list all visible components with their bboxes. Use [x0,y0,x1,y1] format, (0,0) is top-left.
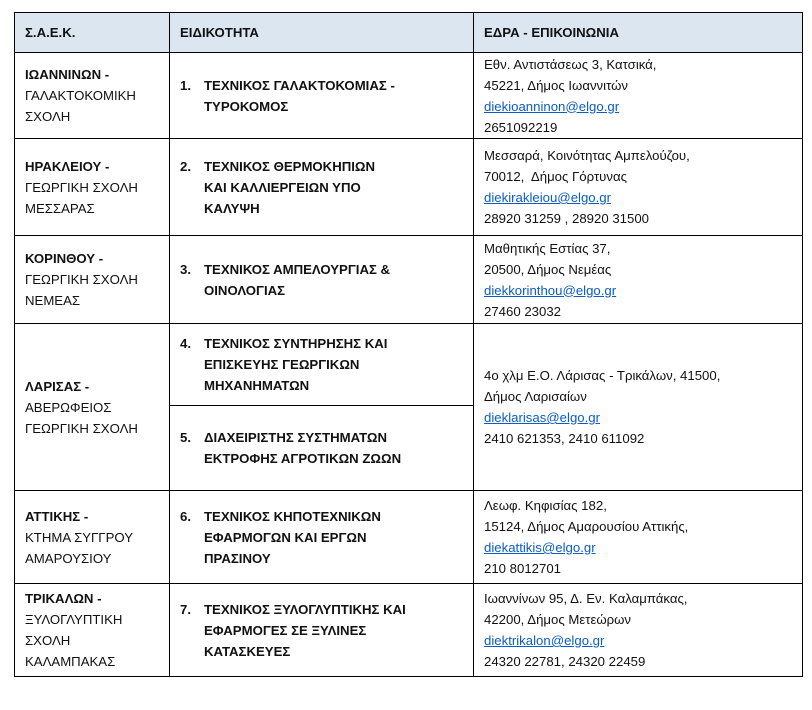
sek-cell [15,584,170,677]
address-line: Λεωφ. Κηφισίας 182, [484,498,607,513]
specialty-line: ΤΕΧΝΙΚΟΣ ΣΥΝΤΗΡΗΣΗΣ ΚΑΙ [204,336,388,351]
address-line: Εθν. Αντιστάσεως 3, Κατσικά, [484,56,657,72]
phone: 210 8012701 [484,561,562,576]
specialty-number: 7. [180,601,191,617]
specialty-line: ΟΙΝΟΛΟΓΙΑΣ [204,282,286,298]
phone: 27460 23032 [484,303,562,319]
sek-cell [15,324,170,491]
specialty-line: ΤΕΧΝΙΚΟΣ ΑΜΠΕΛΟΥΡΓΙΑΣ & [204,261,391,277]
specialty-cell [170,406,474,491]
specialty-line: ΜΗΧΑΝΗΜΑΤΩΝ [204,378,310,393]
table-row [15,53,803,139]
specialty-item [180,333,467,396]
address-line: 20500, Δήμος Νεμέας [484,261,612,277]
sek-cell [15,139,170,236]
sek-cell [15,53,170,139]
email-link[interactable]: diekattikis@elgo.gr [484,540,596,555]
address-line: 15124, Δήμος Αμαρουσίου Αττικής, [484,519,689,534]
sek-school-line: ΚΑΛΑΜΠΑΚΑΣ [25,654,116,669]
sek-name: ΛΑΡΙΣΑΣ - [25,378,90,394]
specialty-line: ΔΙΑΧΕΙΡΙΣΤΗΣ ΣΥΣΤΗΜΑΤΩΝ [204,430,387,445]
specialty-line: ΕΦΑΡΜΟΓΕΣ ΣΕ ΞΥΛΙΝΕΣ [204,622,367,638]
specialty-number: 2. [180,158,191,174]
specialty-line: ΠΡΑΣΙΝΟΥ [204,550,271,566]
sek-school-line: ΓΕΩΡΓΙΚΗ ΣΧΟΛΗ [25,420,138,436]
specialty-cell [170,324,474,406]
table-row [15,584,803,677]
specialty-cell [170,53,474,139]
specialty-line: ΚΑΛΥΨΗ [204,200,260,216]
sek-school-line: ΚΤΗΜΑ ΣΥΓΓΡΟΥ [25,529,133,545]
table-row [15,139,803,236]
contact-cell [474,324,803,491]
specialty-number: 4. [180,336,191,351]
sek-name: ΙΩΑΝΝΙΝΩΝ - [25,67,110,82]
specialty-line: ΕΚΤΡΟΦΗΣ ΑΓΡΟΤΙΚΩΝ ΖΩΩΝ [204,451,402,466]
phone: 2410 621353, 2410 611092 [484,431,645,446]
sek-school-line: ΓΑΛΑΚΤΟΚΟΜΙΚΗ [25,88,136,103]
schools-table [14,12,803,677]
specialty-number: 6. [180,508,191,524]
specialty-item [180,259,467,301]
address-line: 4ο χλμ Ε.Ο. Λάρισας - Τρικάλων, 41500, [484,368,721,383]
specialty-number: 1. [180,77,191,93]
specialty-cell [170,139,474,236]
sek-name: ΑΤΤΙΚΗΣ - [25,508,89,524]
specialty-line: ΤΕΧΝΙΚΟΣ ΚΗΠΟΤΕΧΝΙΚΩΝ [204,508,381,524]
sek-cell [15,236,170,324]
contact-cell [474,491,803,584]
specialty-line: ΤΕΧΝΙΚΟΣ ΓΑΛΑΚΤΟΚΟΜΙΑΣ - [204,77,395,93]
email-link[interactable]: diektrikalon@elgo.gr [484,633,605,648]
header-specialty: ΕΙΔΙΚΟΤΗΤΑ [170,13,474,53]
sek-school-line: ΓΕΩΡΓΙΚΗ ΣΧΟΛΗ [25,272,138,287]
sek-school-line: ΑΒΕΡΩΦΕΙΟΣ [25,399,112,415]
address-line: Ιωαννίνων 95, Δ. Εν. Καλαμπάκας, [484,591,688,606]
table-row [15,324,803,406]
specialty-cell [170,584,474,677]
address-line: 42200, Δήμος Μετεώρων [484,612,632,627]
sek-school-line: ΣΧΟΛΗ [25,633,71,648]
specialty-number: 3. [180,261,191,277]
header-sek: Σ.Α.Ε.Κ. [15,13,170,53]
sek-school-line: ΑΜΑΡΟΥΣΙΟΥ [25,550,112,566]
specialty-cell [170,236,474,324]
sek-cell [15,491,170,584]
specialty-line: ΚΑΤΑΣΚΕΥΕΣ [204,643,291,659]
specialty-line: ΕΦΑΡΜΟΓΩΝ ΚΑΙ ΕΡΓΩΝ [204,529,367,545]
phone: 2651092219 [484,119,558,135]
specialty-item [180,156,467,219]
header-contact: ΕΔΡΑ - ΕΠΙΚΟΙΝΩΝΙΑ [474,13,803,53]
contact-cell [474,236,803,324]
contact-cell [474,53,803,139]
sek-name: ΗΡΑΚΛΕΙΟΥ - [25,158,110,174]
address-line: 45221, Δήμος Ιωαννιτών [484,77,628,93]
address-line: Δήμος Λαρισαίων [484,389,587,404]
specialty-cell [170,491,474,584]
sek-name: ΚΟΡΙΝΘΟΥ - [25,251,104,266]
specialty-item [180,75,467,117]
specialty-line: ΕΠΙΣΚΕΥΗΣ ΓΕΩΡΓΙΚΩΝ [204,357,360,372]
sek-school-line: ΝΕΜΕΑΣ [25,293,81,308]
specialty-line: ΤΕΧΝΙΚΟΣ ΞΥΛΟΓΛΥΠΤΙΚΗΣ ΚΑΙ [204,601,406,617]
table-row [15,236,803,324]
email-link[interactable]: diekirakleiou@elgo.gr [484,190,612,205]
phone: 28920 31259 , 28920 31500 [484,211,650,226]
table-row [15,491,803,584]
specialty-line: ΚΑΙ ΚΑΛΛΙΕΡΓΕΙΩΝ ΥΠΟ [204,179,361,195]
specialty-line: ΤΥΡΟΚΟΜΟΣ [204,98,289,114]
specialty-item [180,506,467,569]
sek-name: ΤΡΙΚΑΛΩΝ - [25,591,102,606]
email-link[interactable]: diekkorinthou@elgo.gr [484,282,617,298]
specialty-item [180,427,467,469]
address-line: 70012, Δήμος Γόρτυνας [484,169,627,184]
sek-school-line: ΓΕΩΡΓΙΚΗ ΣΧΟΛΗ [25,179,138,195]
address-line: Μαθητικής Εστίας 37, [484,240,611,256]
email-link[interactable]: dieklarisas@elgo.gr [484,410,601,425]
address-line: Μεσσαρά, Κοινότητας Αμπελούζου, [484,148,690,163]
sek-school-line: ΞΥΛΟΓΛΥΠΤΙΚΗ [25,612,123,627]
email-link[interactable]: diekioanninon@elgo.gr [484,98,620,114]
sek-school-line: ΣΧΟΛΗ [25,109,71,124]
contact-cell [474,584,803,677]
specialty-line: ΤΕΧΝΙΚΟΣ ΘΕΡΜΟΚΗΠΙΩΝ [204,158,376,174]
contact-cell [474,139,803,236]
specialty-number: 5. [180,430,191,445]
header-row [15,13,803,53]
sek-school-line: ΜΕΣΣΑΡΑΣ [25,200,95,216]
phone: 24320 22781, 24320 22459 [484,654,646,669]
specialty-item [180,599,467,662]
